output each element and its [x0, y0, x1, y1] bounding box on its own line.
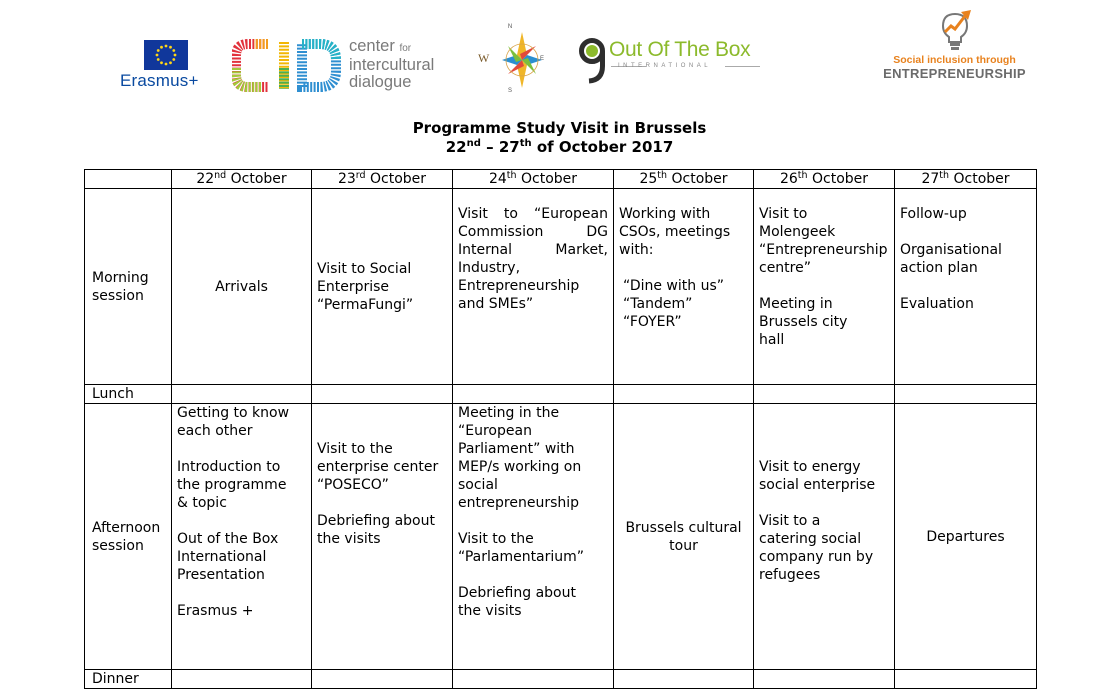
programme-title — [0, 119, 1119, 157]
cell-spacer — [759, 494, 889, 512]
header-cell — [312, 170, 453, 189]
cell-line: entrepreneurship — [458, 495, 580, 511]
cid-line3: dialogue — [349, 73, 412, 91]
cell-line: Visit to a — [759, 513, 821, 529]
morning-oct26-cell — [754, 189, 895, 385]
header-cell — [614, 170, 754, 189]
header-cell — [453, 170, 614, 189]
header-suffix: th — [506, 170, 517, 181]
compass-s: S — [507, 88, 513, 94]
cell-line: tour — [669, 537, 698, 554]
eu-flag-icon — [144, 40, 188, 70]
morning-oct25-cell — [614, 189, 754, 385]
ootb-subtitle: INTERNATIONAL — [618, 63, 712, 69]
cell-line: Molengeek — [759, 224, 836, 240]
title-start-day: 22 — [445, 138, 467, 156]
cell-spacer — [900, 277, 1031, 295]
title-end-day: 27 — [498, 138, 520, 156]
header-month: October — [516, 171, 578, 187]
header-row — [85, 170, 1037, 189]
header-month: October — [365, 171, 427, 187]
cell-line: Organisational — [900, 242, 1002, 258]
cell-spacer — [177, 584, 306, 602]
ootb-title: Out Of The Box — [609, 38, 751, 61]
title-start-suffix: nd — [466, 138, 481, 149]
cell-line: Visit to Social — [317, 260, 412, 277]
afternoon-oct27-text: Departures — [926, 528, 1005, 545]
morning-oct22-cell — [172, 189, 312, 385]
cid-logo-text — [349, 38, 434, 91]
header-cell — [172, 170, 312, 189]
compass-logo — [470, 20, 550, 96]
lunch-row — [85, 385, 1037, 404]
cell-line: Debriefing about — [458, 585, 576, 601]
morning-label-line2: session — [92, 287, 144, 304]
header-day: 25 — [639, 171, 658, 187]
header-month: October — [226, 171, 287, 187]
cid-mark-icon — [232, 38, 342, 93]
cell-line: centre” — [759, 260, 811, 276]
morning-oct27-cell — [895, 189, 1037, 385]
cell-line: action plan — [900, 260, 978, 276]
cell-spacer — [177, 512, 306, 530]
cell-line: “POSECO” — [317, 477, 389, 493]
compass-center-letter: W — [478, 51, 490, 65]
cell-line: with: — [619, 242, 654, 258]
cid-logo — [232, 38, 457, 93]
cid-line1: center — [349, 37, 395, 55]
cell-spacer — [458, 512, 608, 530]
compass-e: E — [539, 56, 545, 62]
cell-line: “PermaFungi” — [317, 296, 414, 313]
out-of-the-box-logo — [578, 36, 763, 86]
cell-line: the programme — [177, 477, 287, 493]
cell-spacer — [619, 259, 748, 277]
cell-line: hall — [759, 332, 785, 348]
cell-line: Visit to — [759, 206, 808, 222]
cell-line: “Tandem” — [623, 296, 693, 312]
empty-cell — [754, 670, 895, 689]
erasmus-plus-logo — [120, 40, 220, 91]
compass-n: N — [507, 24, 513, 30]
number-nine-icon — [578, 36, 608, 84]
cell-line: each other — [177, 423, 253, 439]
lightbulb-icon — [935, 6, 975, 52]
empty-cell — [172, 385, 312, 404]
cell-line: Follow-up — [900, 206, 967, 222]
cell-line: Presentation — [177, 567, 265, 583]
cell-spacer — [759, 277, 889, 295]
cell-spacer — [458, 566, 608, 584]
logo-bar — [0, 0, 1119, 110]
empty-cell — [312, 670, 453, 689]
morning-label-line1: Morning — [92, 269, 149, 286]
compass-rose-icon — [470, 20, 550, 96]
cell-line: Erasmus + — [177, 603, 254, 619]
dinner-row — [85, 670, 1037, 689]
cell-line: “European — [458, 423, 532, 439]
cell-line: Evaluation — [900, 296, 974, 312]
header-cell — [895, 170, 1037, 189]
header-suffix: nd — [214, 170, 227, 181]
empty-cell — [895, 385, 1037, 404]
cell-line: Enterprise — [317, 278, 390, 295]
cell-line: Introduction to — [177, 459, 281, 475]
cell-line: the visits — [317, 531, 381, 547]
header-suffix: th — [939, 170, 950, 181]
empty-cell — [754, 385, 895, 404]
morning-oct22-text: Arrivals — [215, 278, 268, 295]
cell-line: Visit to the — [317, 441, 393, 457]
cell-line: Meeting in the — [458, 405, 560, 421]
cell-line: International — [177, 549, 267, 565]
cell-line: social enterprise — [759, 477, 876, 493]
cell-line: & topic — [177, 495, 227, 511]
erasmus-logo-text: Erasmus+ — [120, 71, 199, 90]
title-end-suffix: th — [519, 138, 532, 149]
title-month-year: of October 2017 — [531, 138, 674, 156]
morning-row — [85, 189, 1037, 385]
cell-line: “Parlamentarium” — [458, 549, 585, 565]
empty-cell — [453, 385, 614, 404]
empty-cell — [895, 670, 1037, 689]
header-month: October — [807, 171, 869, 187]
afternoon-label-line1: Afternoon — [92, 519, 161, 536]
header-month: October — [667, 171, 728, 187]
cell-line: Brussels cultural — [625, 519, 742, 536]
header-suffix: rd — [355, 170, 366, 181]
cell-line: Working with — [619, 206, 711, 222]
sie-line2: ENTREPRENEURSHIP — [883, 66, 1026, 81]
cell-line: MEP/s working on — [458, 459, 582, 475]
cell-line: the visits — [458, 603, 522, 619]
afternoon-label-line2: session — [92, 537, 144, 554]
header-cell — [754, 170, 895, 189]
cell-line: “FOYER” — [623, 314, 682, 330]
header-day: 24 — [488, 171, 507, 187]
empty-cell — [172, 670, 312, 689]
header-day: 26 — [779, 171, 798, 187]
ootb-rule-right — [725, 66, 760, 67]
header-day: 27 — [921, 171, 940, 187]
cell-line: “Dine with us” — [623, 278, 725, 294]
title-dash: – — [480, 138, 499, 156]
morning-oct24-text: Visit to “European Commission DG Internal Market, Industry, Entrepreneurship and SMEs” — [458, 206, 608, 312]
morning-label-cell — [85, 189, 172, 385]
cell-line: Visit to energy — [759, 459, 861, 475]
header-suffix: th — [657, 170, 668, 181]
morning-oct24-cell — [453, 189, 614, 385]
cell-line: refugees — [759, 567, 821, 583]
empty-cell — [614, 670, 754, 689]
empty-cell — [312, 385, 453, 404]
header-day: 23 — [337, 171, 356, 187]
empty-cell — [614, 385, 754, 404]
cell-line: Visit to the — [458, 531, 534, 547]
cell-line: Getting to know — [177, 405, 290, 421]
cell-line: enterprise center — [317, 459, 439, 475]
title-line2 — [0, 138, 1119, 157]
cell-spacer — [317, 494, 447, 512]
cell-line: “Entrepreneurship — [759, 242, 888, 258]
sie-line1: Social inclusion through — [893, 54, 1016, 66]
cell-spacer — [900, 223, 1031, 241]
cell-line: catering social — [759, 531, 862, 547]
header-empty-cell — [85, 170, 172, 189]
lunch-label-cell: Lunch — [85, 385, 172, 404]
programme-table — [84, 169, 1037, 689]
header-day: 22 — [196, 171, 215, 187]
social-inclusion-logo — [882, 6, 1027, 90]
cid-line1-small: for — [399, 43, 412, 54]
cell-line: company run by — [759, 549, 874, 565]
cell-line: Debriefing about — [317, 513, 435, 529]
dinner-label-cell: Dinner — [85, 670, 172, 689]
header-month: October — [949, 171, 1010, 187]
cell-spacer — [177, 440, 306, 458]
header-suffix: th — [797, 170, 808, 181]
cell-line: social — [458, 477, 498, 493]
cid-line2: intercultural — [349, 56, 435, 74]
title-line1: Programme Study Visit in Brussels — [412, 119, 707, 137]
empty-cell — [453, 670, 614, 689]
cell-line: Out of the Box — [177, 531, 279, 547]
morning-oct23-cell — [312, 189, 453, 385]
cell-line: Meeting in — [759, 296, 833, 312]
cell-line: Parliament” with — [458, 441, 575, 457]
cell-line: Brussels city — [759, 314, 848, 330]
cell-line: CSOs, meetings — [619, 224, 731, 240]
